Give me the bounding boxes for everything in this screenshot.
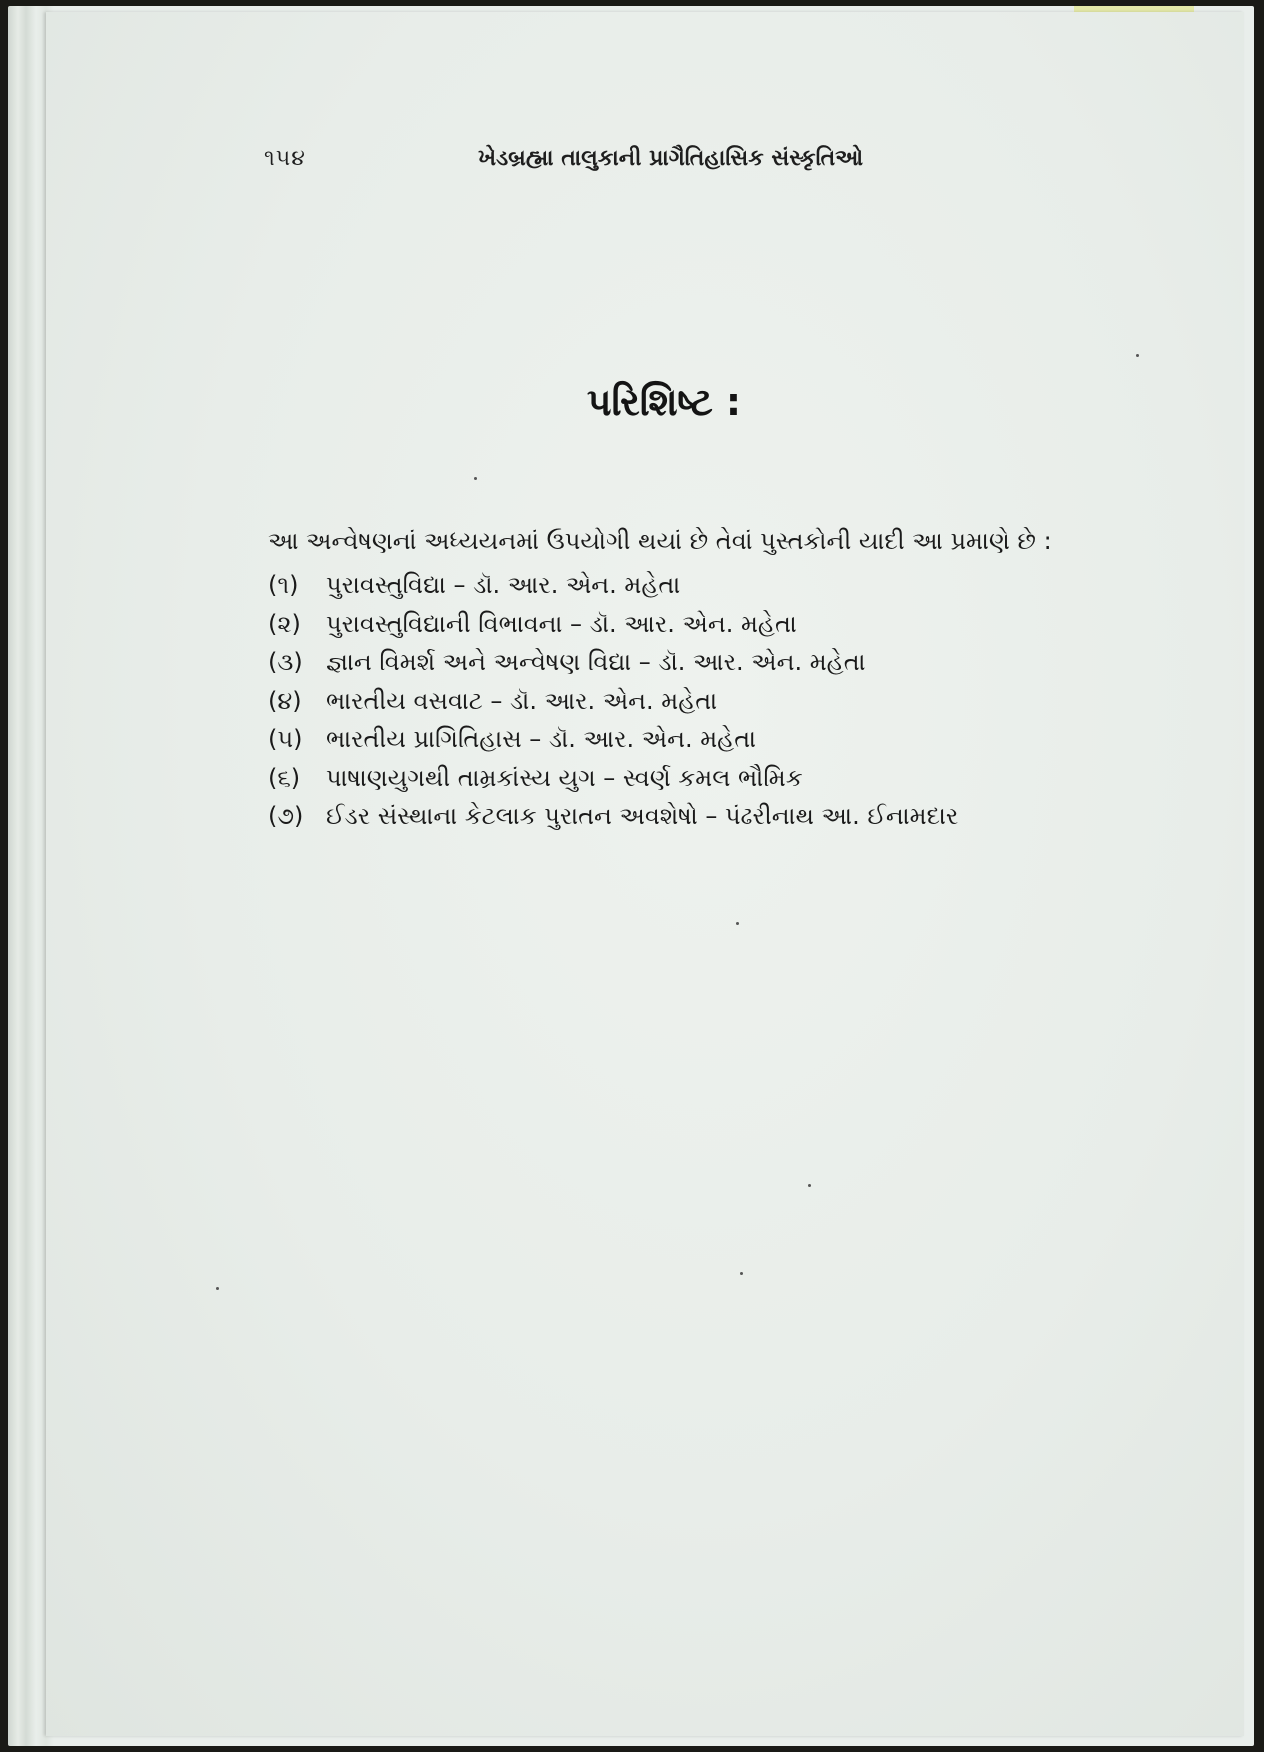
book-page [46,12,1244,1736]
item-text: પાષાણયુગથી તામ્રકાંસ્ય યુગ – સ્વર્ણ કમલ ભૌમિક [326,763,803,792]
item-text: ભારતીય વસવાટ – ડૉ. આર. એન. મહેતા [326,686,718,715]
paper-speck [808,1184,811,1187]
bibliography-item [268,720,958,759]
bibliography-item [268,682,958,721]
item-text: પુરાવસ્તુવિદ્યા – ડૉ. આર. એન. મહેતા [326,571,681,599]
item-number: (૩) [268,648,303,676]
item-number: (૧) [268,571,299,599]
bibliography-item [268,759,958,798]
paper-speck [740,1272,743,1275]
paper-speck [216,1287,219,1290]
paper-speck [1136,354,1139,357]
appendix-intro: આ અન્વેષણનાં અધ્યયનમાં ઉપયોગી થયાં છે તેવાં પુસ્તકોની યાદી આ પ્રમાણે છે : [268,527,1052,555]
bibliography-item [268,797,958,836]
item-text: ભારતીય પ્રાગિતિહાસ – ડૉ. આર. એન. મહેતા [326,725,757,753]
item-text: જ્ઞાન વિમર્શ અને અન્વેષણ વિદ્યા – ડૉ. આર. એન. મહેતા [326,648,866,676]
bibliography-item [268,643,958,682]
paper-speck [474,477,477,480]
bibliography-list [268,566,958,836]
bibliography-item [268,605,958,644]
appendix-heading: પરિશિષ્ટ : [586,380,742,424]
item-number: (૨) [268,609,301,638]
item-text: પુરાવસ્તુવિદ્યાની વિભાવના – ડૉ. આર. એન. મહેતા [326,609,797,638]
item-number: (૪) [268,686,302,715]
running-title: ખેડબ્રહ્મા તાલુકાની પ્રાગૈતિહાસિક સંસ્કૃતિઓ [478,146,864,171]
running-head [0,146,1264,176]
paper-speck [736,922,739,925]
bibliography-item [268,566,958,605]
item-number: (૭) [268,802,304,830]
item-text: ઈડર સંસ્થાના કેટલાક પુરાતન અવશેષો – પંઢરીનાથ આ. ઈનામદાર [326,802,959,830]
item-number: (૫) [268,725,303,753]
page-number: ૧૫૪ [264,146,306,171]
item-number: (૬) [268,763,301,792]
